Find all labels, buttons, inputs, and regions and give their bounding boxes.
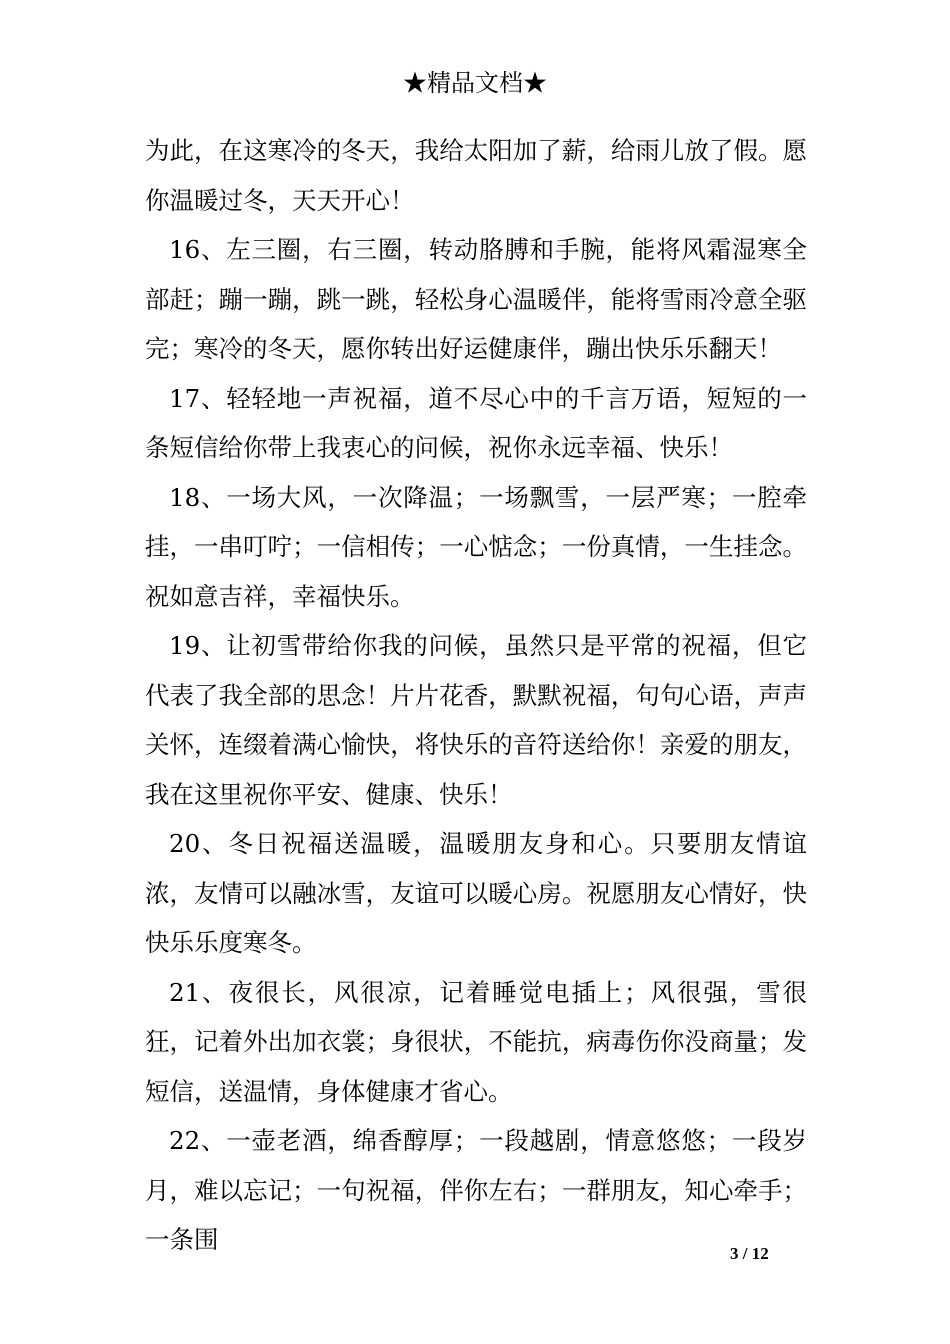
paragraph-16: 16、左三圈，右三圈，转动胳膊和手腕，能将风霜湿寒全部赶；蹦一蹦，跳一跳，轻松身心温暖伴，能将雪雨冷意全驱完；寒冷的冬天，愿你转出好运健康伴，蹦出快乐乐翻天！	[145, 235, 807, 363]
paragraph-21: 21、夜很长，风很凉，记着睡觉电插上；风很强，雪很狂，记着外出加衣裳；身很状，不能抗，病毒伤你没商量；发短信，送温情，身体健康才省心。	[145, 977, 807, 1106]
paragraph-22: 22、一壶老酒，绵香醇厚；一段越剧，情意悠悠；一段岁月，难以忘记；一句祝福，伴你左右；一群朋友，知心牵手；一条围	[145, 1126, 807, 1254]
paragraph-17: 17、轻轻地一声祝福，道不尽心中的千言万语，短短的一条短信给你带上我衷心的问候，祝你永远幸福、快乐！	[145, 383, 807, 462]
document-body	[145, 126, 807, 1265]
page-number: 3 / 12	[730, 1244, 769, 1263]
paragraph-19: 19、让初雪带给你我的问候，虽然只是平常的祝福，但它代表了我全部的思念！片片花香，默默祝福，句句心语，声声关怀，连缀着满心愉快，将快乐的音符送给你！亲爱的朋友，我在这里祝你平安、健康、快乐！	[145, 631, 807, 809]
page-header: ★精品文档★	[403, 69, 547, 97]
paragraph-intro: 为此，在这寒冷的冬天，我给太阳加了薪，给雨儿放了假。愿你温暖过冬，天天开心！	[145, 136, 807, 215]
paragraph-18: 18、一场大风，一次降温；一场飘雪，一层严寒；一腔牵挂，一串叮咛；一信相传；一心惦念；一份真情，一生挂念。祝如意吉祥，幸福快乐。	[145, 482, 807, 611]
paragraph-20: 20、冬日祝福送温暖，温暖朋友身和心。只要朋友情谊浓，友情可以融冰雪，友谊可以暖心房。祝愿朋友心情好，快快乐乐度寒冬。	[145, 829, 807, 957]
